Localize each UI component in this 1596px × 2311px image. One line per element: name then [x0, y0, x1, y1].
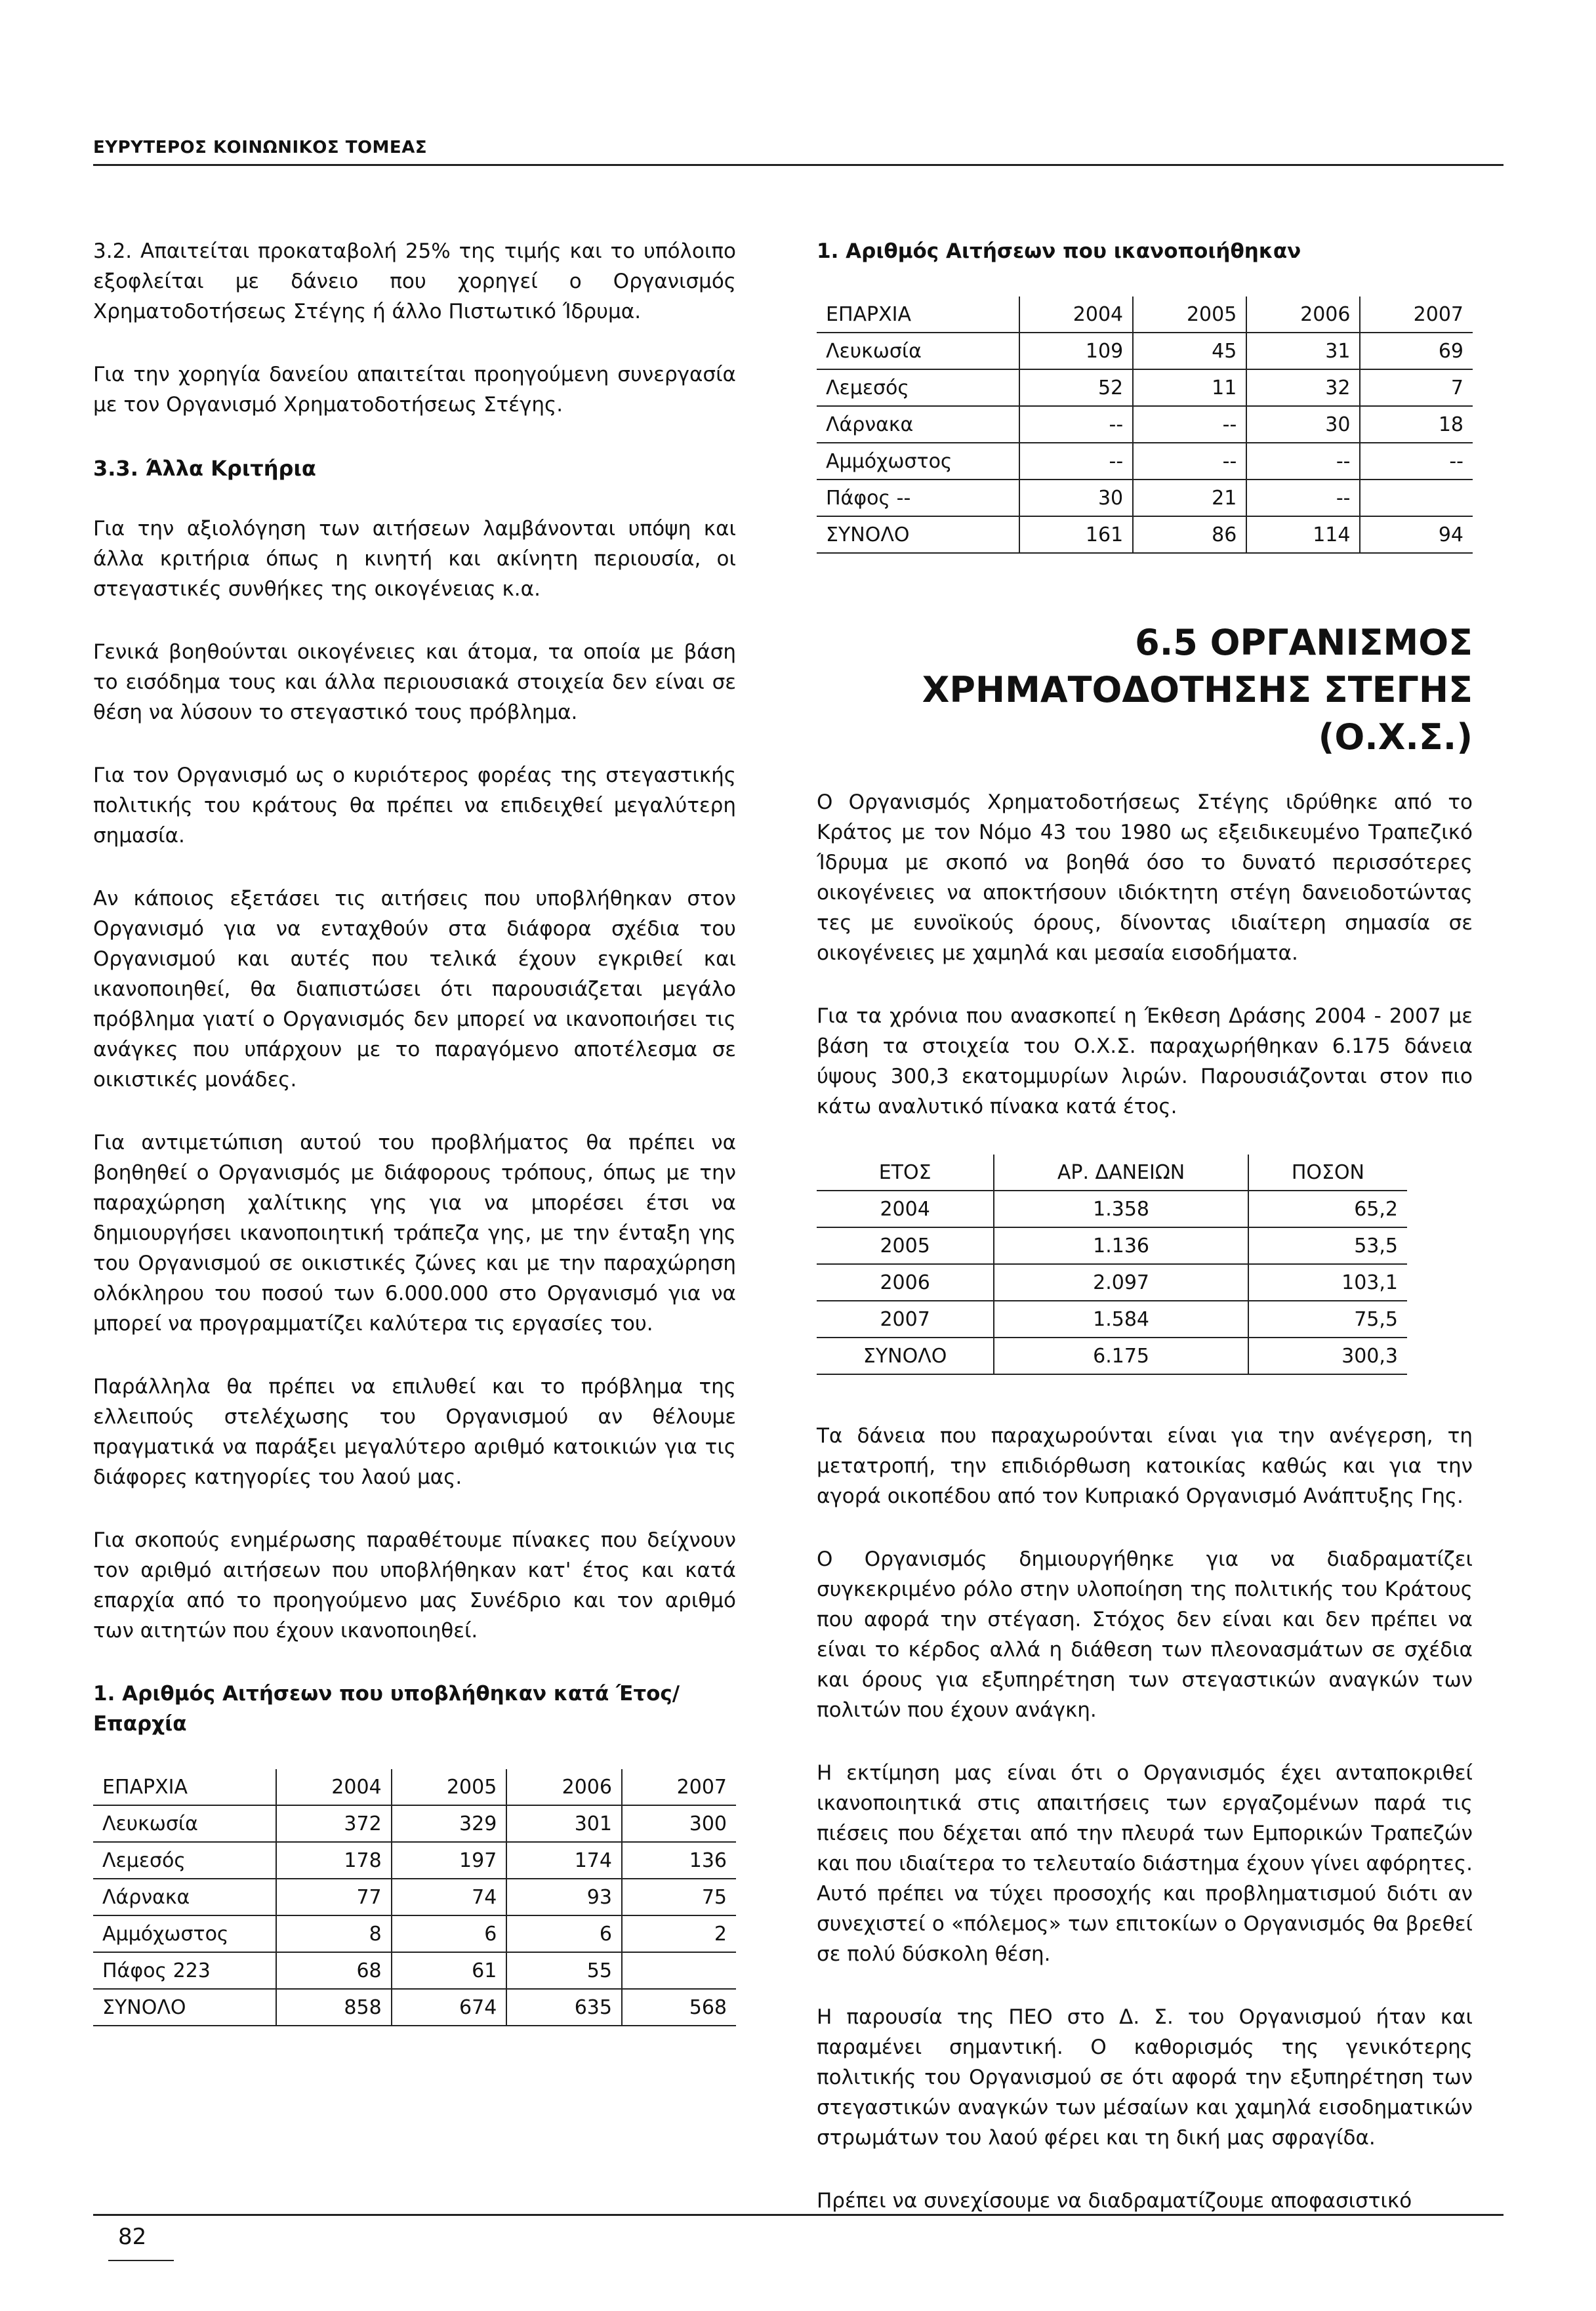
table-cell: 114 [1246, 516, 1360, 553]
table-cell: 68 [276, 1952, 392, 1989]
subsection-heading: 3.3. Άλλα Κριτήρια [93, 456, 316, 481]
table-cell: 300 [622, 1805, 736, 1842]
table-cell: 55 [506, 1952, 622, 1989]
table-header-cell: 2005 [392, 1769, 507, 1805]
table-cell: Λεμεσός [93, 1842, 276, 1879]
table-cell: 161 [1019, 516, 1133, 553]
right-column [817, 236, 1473, 2249]
table-row [817, 1191, 1407, 1227]
table-cell: 86 [1133, 516, 1246, 553]
table-row [93, 1842, 736, 1879]
paragraph: Ο Οργανισμός Χρηματοδοτήσεως Στέγης ιδρύθηκε από το Κράτος με τον Νόμο 43 του 1980 ως εξειδικευμένο Τραπεζικό Ίδρυμα με σκοπό να βοηθά όσο το δυνατό περισσότερες οικογένειες να αποκτήσουν ιδιόκτητη στέγη δανειοδοτώντας τες με ευνοϊκούς όρους, δίνοντας ιδιαίτερη σημασία σε οικογένειες με χαμηλά και μεσαία εισοδήματα. [817, 790, 1473, 965]
table-cell: -- [1246, 480, 1360, 516]
table-cell: 2006 [817, 1264, 994, 1301]
applications-satisfied-table [817, 297, 1473, 554]
table-title: 1. Αριθμός Αιτήσεων που υποβλήθηκαν κατά Έτος/ Επαρχία [93, 1682, 680, 1736]
table-cell: 31 [1246, 333, 1360, 369]
table-cell: 74 [392, 1879, 507, 1915]
table-cell: 52 [1019, 369, 1133, 406]
table-title: 1. Αριθμός Αιτήσεων που ικανοποιήθηκαν [817, 239, 1301, 263]
table-row [817, 369, 1473, 406]
table-cell: 53,5 [1248, 1227, 1407, 1264]
table-cell: 21 [1133, 480, 1246, 516]
section-title [817, 619, 1473, 761]
table-header-cell: ΑΡ. ΔΑΝΕΙΩΝ [994, 1155, 1248, 1191]
table-cell: 1.584 [994, 1301, 1248, 1338]
section-title-line: ΧΡΗΜΑΤΟΔΟΤΗΣΗΣ ΣΤΕΓΗΣ (Ο.Χ.Σ.) [922, 669, 1473, 758]
table-cell: 6 [392, 1915, 507, 1952]
table-header-cell: ΠΟΣΟΝ [1248, 1155, 1407, 1191]
table-cell: 1.358 [994, 1191, 1248, 1227]
table-header-cell: 2007 [622, 1769, 736, 1805]
table-cell: Λευκωσία [817, 333, 1019, 369]
table-row [93, 1952, 736, 1989]
table-header-cell: ΕΤΟΣ [817, 1155, 994, 1191]
paragraph: Αν κάποιος εξετάσει τις αιτήσεις που υποβλήθηκαν στον Οργανισμό για να ενταχθούν στα διάφορα σχέδια του Οργανισμού και αυτές που τελικά έχουν εγκριθεί και ικανοποιηθεί, θα διαπιστώσει ότι παρουσιάζεται μεγάλο πρόβλημα γιατί ο Οργανισμός δεν μπορεί να ικανοποιήσει τις ανάγκες που υπάρχουν με το παραγόμενο αποτέλεσμα σε οικιστικές μονάδες. [93, 887, 736, 1092]
table-header-cell: 2005 [1133, 297, 1246, 333]
table-total-row [817, 1338, 1407, 1374]
table-cell: Λεμεσός [817, 369, 1019, 406]
table-row [817, 443, 1473, 480]
page-number-rule [108, 2260, 174, 2261]
table-row [817, 1227, 1407, 1264]
table-header-cell: 2006 [506, 1769, 622, 1805]
table-cell: Λάρνακα [93, 1879, 276, 1915]
table-cell: 197 [392, 1842, 507, 1879]
table-header-row [817, 297, 1473, 333]
table-cell: 635 [506, 1989, 622, 2026]
table-cell: 65,2 [1248, 1191, 1407, 1227]
table-row [817, 480, 1473, 516]
table-cell: -- [1246, 443, 1360, 480]
table-cell: 300,3 [1248, 1338, 1407, 1374]
table-row [817, 1264, 1407, 1301]
table-cell: 858 [276, 1989, 392, 2026]
header-rule [93, 164, 1504, 166]
table-row [817, 406, 1473, 443]
table-cell: -- [1133, 406, 1246, 443]
table-cell: Πάφος -- [817, 480, 1019, 516]
table-header-row [93, 1769, 736, 1805]
table-header-cell: 2006 [1246, 297, 1360, 333]
table-cell: -- [1133, 443, 1246, 480]
table-cell: ΣΥΝΟΛΟ [817, 1338, 994, 1374]
paragraph: Για τα χρόνια που ανασκοπεί η Έκθεση Δράσης 2004 - 2007 με βάση τα στοιχεία του Ο.Χ.Σ. παραχωρήθηκαν 6.175 δάνεια ύψους 300,3 εκατομμυρίων λιρών. Παρουσιάζονται στον πιο κάτω αναλυτικό πίνακα κατά έτος. [817, 1004, 1473, 1118]
table-cell: Λευκωσία [93, 1805, 276, 1842]
left-column [93, 236, 736, 2026]
table-cell: 11 [1133, 369, 1246, 406]
paragraph: Για την αξιολόγηση των αιτήσεων λαμβάνονται υπόψη και άλλα κριτήρια όπως η κινητή και ακίνητη περιουσία, οι στεγαστικές συνθήκες της οικογένειας κ.α. [93, 517, 736, 601]
table-cell: 1.136 [994, 1227, 1248, 1264]
paragraph: Η εκτίμηση μας είναι ότι ο Οργανισμός έχει ανταποκριθεί ικανοποιητικά στις απαιτήσεις των εργαζομένων παρά τις πιέσεις που δέχεται από την πλευρά των Εμπορικών Τραπεζών και που ιδιαίτερα το τελευταίο διάστημα έχουν γίνει αφόρητες. Αυτό πρέπει να τύχει προσοχής και προβληματισμού διότι αν συνεχιστεί ο «πόλεμος» των επιτοκίων ο Οργανισμός θα βρεθεί σε πολύ δύσκολη θέση. [817, 1761, 1473, 1966]
table-cell: 61 [392, 1952, 507, 1989]
table-cell: -- [1360, 443, 1473, 480]
table-cell: Πάφος 223 [93, 1952, 276, 1989]
table-cell: 8 [276, 1915, 392, 1952]
table-cell: 77 [276, 1879, 392, 1915]
table-cell: 568 [622, 1989, 736, 2026]
table-cell: 6 [506, 1915, 622, 1952]
table-header-row [817, 1155, 1407, 1191]
paragraph: Τα δάνεια που παραχωρούνται είναι για την ανέγερση, τη μετατροπή, την επιδιόρθωση κατοικίας καθώς και για την αγορά οικοπέδου από τον Κυπριακό Οργανισμό Ανάπτυξης Γης. [817, 1424, 1473, 1508]
table-cell: 75 [622, 1879, 736, 1915]
table-header-cell: 2004 [276, 1769, 392, 1805]
table-cell: ΣΥΝΟΛΟ [817, 516, 1019, 553]
table-cell: Αμμόχωστος [93, 1915, 276, 1952]
table-cell: Αμμόχωστος [817, 443, 1019, 480]
table-cell [1360, 480, 1473, 516]
table-total-row [817, 516, 1473, 553]
table-cell: 30 [1246, 406, 1360, 443]
paragraph: Για αντιμετώπιση αυτού του προβλήματος θα πρέπει να βοηθηθεί ο Οργανισμός με διάφορους τρόπους, όπως με την παραχώρηση χαλίτικης γης για να μπορέσει έτσι να δημιουργήσει ικανοποιητική τράπεζα γης, με την ένταξη γης του Οργανισμού σε οικιστικές ζώνες και με την παραχώρηση ολόκληρου του ποσού των 6.000.000 στο Οργανισμό για να μπορεί να προγραμματίζει καλύτερα τις εργασίες του. [93, 1131, 736, 1336]
table-header-cell: 2007 [1360, 297, 1473, 333]
table-row [817, 1301, 1407, 1338]
table-row [93, 1805, 736, 1842]
table-cell: -- [1019, 443, 1133, 480]
table-cell: 136 [622, 1842, 736, 1879]
table-cell: 32 [1246, 369, 1360, 406]
table-cell: 109 [1019, 333, 1133, 369]
table-cell: 372 [276, 1805, 392, 1842]
table-cell: 329 [392, 1805, 507, 1842]
table-cell: 18 [1360, 406, 1473, 443]
table-cell: 2004 [817, 1191, 994, 1227]
paragraph: Παράλληλα θα πρέπει να επιλυθεί και το πρόβλημα της ελλειπούς στελέχωσης του Οργανισμού αν θέλουμε πραγματικά να παράξει μεγαλύτερο αριθμό κατοικιών για τις διάφορες κατηγορίες του λαού μας. [93, 1375, 736, 1489]
paragraph: Για τον Οργανισμό ως ο κυριότερος φορέας της στεγαστικής πολιτικής του κράτους θα πρέπει να επιδειχθεί μεγαλύτερη σημασία. [93, 764, 736, 848]
table-row [93, 1915, 736, 1952]
table-cell [622, 1952, 736, 1989]
table-cell: 30 [1019, 480, 1133, 516]
table-cell: 94 [1360, 516, 1473, 553]
table-cell: ΣΥΝΟΛΟ [93, 1989, 276, 2026]
loans-by-year-table [817, 1155, 1407, 1375]
table-cell: 178 [276, 1842, 392, 1879]
footer-rule [93, 2214, 1504, 2216]
table-cell: 6.175 [994, 1338, 1248, 1374]
table-total-row [93, 1989, 736, 2026]
table-cell: 75,5 [1248, 1301, 1407, 1338]
section-title-line: 6.5 ΟΡΓΑΝΙΣΜΟΣ [1135, 622, 1473, 663]
paragraph: Για σκοπούς ενημέρωσης παραθέτουμε πίνακες που δείχνουν τον αριθμό αιτήσεων που υποβλήθηκαν κατ' έτος και κατά επαρχία από το προηγούμενο μας Συνέδριο και τον αριθμό των αιτητών που έχουν ικανοποιηθεί. [93, 1528, 736, 1643]
table-cell: 2.097 [994, 1264, 1248, 1301]
table-cell: 2005 [817, 1227, 994, 1264]
table-header-cell: ΕΠΑΡΧΙΑ [817, 297, 1019, 333]
paragraph: Πρέπει να συνεχίσουμε να διαδραματίζουμε αποφασιστικό [817, 2189, 1412, 2213]
table-row [817, 333, 1473, 369]
applications-submitted-table [93, 1769, 736, 2026]
paragraph: Η παρουσία της ΠΕΟ στο Δ. Σ. του Οργανισμού ήταν και παραμένει σημαντική. Ο καθορισμός της γενικότερης πολιτικής του Οργανισμού σε ότι αφορά την εξυπηρέτηση των στεγαστικών αναγκών των μέσαίων και χαμηλά εισοδηματικών στρωμάτων του λαού φέρει και τη δική μας σφραγίδα. [817, 2005, 1473, 2150]
table-cell: 174 [506, 1842, 622, 1879]
table-cell: 2 [622, 1915, 736, 1952]
table-cell: 93 [506, 1879, 622, 1915]
table-cell: 301 [506, 1805, 622, 1842]
table-row [93, 1879, 736, 1915]
table-cell: 7 [1360, 369, 1473, 406]
paragraph: Γενικά βοηθούνται οικογένειες και άτομα, τα οποία με βάση το εισόδημα τους και άλλα περιουσιακά στοιχεία δεν είναι σε θέση να λύσουν το στεγαστικό τους πρόβλημα. [93, 640, 736, 724]
running-header: ΕΥΡΥΤΕΡΟΣ ΚΟΙΝΩΝΙΚΟΣ ΤΟΜΕΑΣ [93, 138, 428, 157]
table-cell: 674 [392, 1989, 507, 2026]
table-cell: 2007 [817, 1301, 994, 1338]
table-cell: 45 [1133, 333, 1246, 369]
table-cell: 103,1 [1248, 1264, 1407, 1301]
paragraph: 3.2. Απαιτείται προκαταβολή 25% της τιμής και το υπόλοιπο εξοφλείται με δάνειο που χορηγεί ο Οργανισμός Χρηματοδοτήσεως Στέγης ή άλλο Πιστωτικό Ίδρυμα. [93, 239, 736, 323]
table-header-cell: ΕΠΑΡΧΙΑ [93, 1769, 276, 1805]
table-cell: 69 [1360, 333, 1473, 369]
paragraph: Ο Οργανισμός δημιουργήθηκε για να διαδραματίζει συγκεκριμένο ρόλο στην υλοποίηση της πολιτικής του Κράτους που αφορά την στέγαση. Στόχος δεν είναι και δεν πρέπει να είναι το κέρδος αλλά η διάθεση των πλεονασμάτων σε σχέδια και όρους για εξυπηρέτηση των στεγαστικών αναγκών των πολιτών που έχουν ανάγκη. [817, 1547, 1473, 1722]
page-number: 82 [118, 2224, 147, 2250]
paragraph: Για την χορηγία δανείου απαιτείται προηγούμενη συνεργασία με τον Οργανισμό Χρηματοδοτήσεως Στέγης. [93, 363, 736, 417]
table-cell: Λάρνακα [817, 406, 1019, 443]
table-cell: -- [1019, 406, 1133, 443]
table-header-cell: 2004 [1019, 297, 1133, 333]
